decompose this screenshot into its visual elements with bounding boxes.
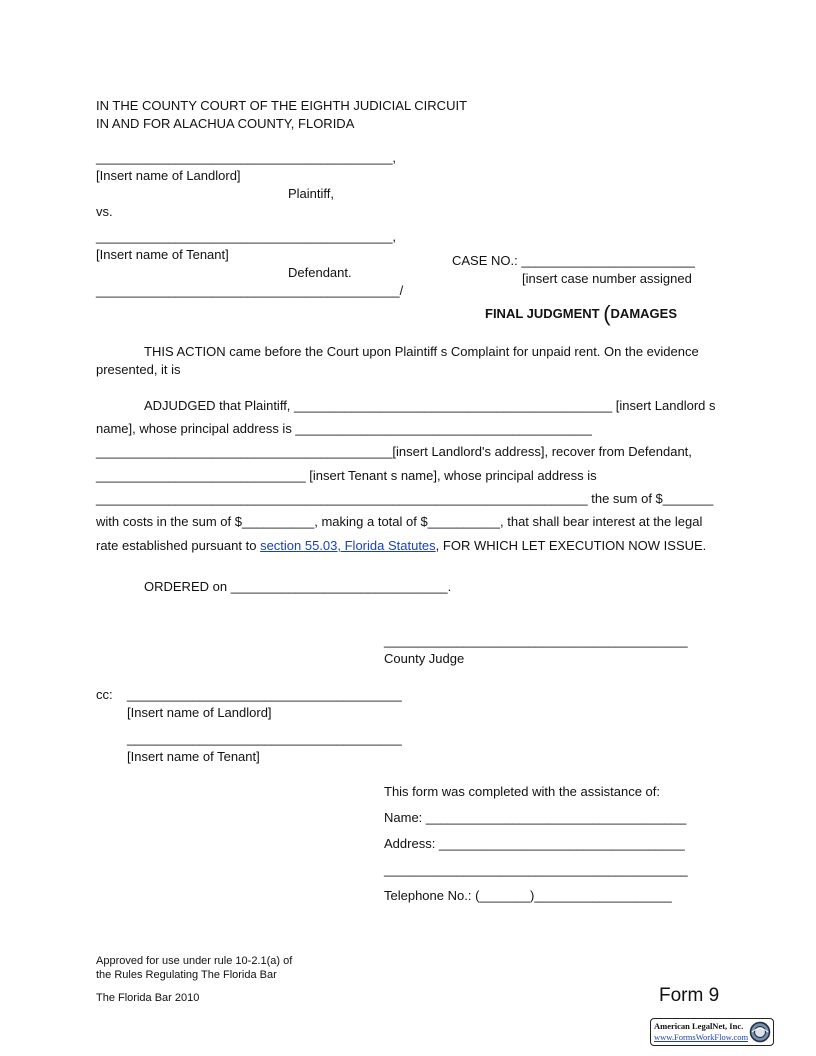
badge-url[interactable]: www.FormsWorkFlow.com — [654, 1032, 749, 1042]
judge-signature-line[interactable]: __________________________________________ — [384, 633, 688, 648]
assistance-telephone-field[interactable]: Telephone No.: (_______)___________________ — [384, 888, 672, 903]
title-left: FINAL JUDGMENT — [485, 306, 604, 321]
case-number-hint: [insert case number assigned — [522, 271, 692, 286]
judge-signature-label: County Judge — [384, 651, 465, 666]
approval-line-1: Approved for use under rule 10-2.1(a) of — [96, 955, 293, 967]
adjudged-line-3: _________________________________________[insert Landlord's address], recover from Defendant, — [96, 444, 692, 459]
adjudged-line-2: name], whose principal address is _________________________________________ — [96, 421, 592, 436]
american-legalnet-badge[interactable] — [650, 1018, 774, 1046]
cc-landlord-blank[interactable]: ______________________________________ — [127, 687, 402, 702]
plaintiff-role: Plaintiff, — [288, 186, 335, 201]
page-title — [485, 301, 677, 326]
adjudged-line-4: _____________________________ [insert Tenant s name], whose principal address is — [96, 468, 597, 483]
adjudged-line-7 — [96, 538, 706, 554]
copyright: The Florida Bar 2010 — [96, 992, 200, 1004]
court-line-2: IN AND FOR ALACHUA COUNTY, FLORIDA — [96, 116, 355, 131]
approval-line-2: the Rules Regulating The Florida Bar — [96, 969, 277, 981]
assistance-name-field[interactable]: Name: ____________________________________ — [384, 810, 687, 825]
form-number: Form 9 — [659, 985, 720, 1006]
badge-company: American LegalNet, Inc. — [654, 1021, 744, 1031]
cc-tenant-placeholder: [Insert name of Tenant] — [127, 749, 260, 764]
action-paragraph-line-1: THIS ACTION came before the Court upon Plaintiff s Complaint for unpaid rent. On the evidence — [144, 344, 699, 359]
adjudged-line-7-pre: rate established pursuant to — [96, 538, 261, 553]
title-paren: ( — [603, 301, 611, 326]
adjudged-line-6: with costs in the sum of $__________, making a total of $__________, that shall bear interest at the legal — [96, 514, 703, 529]
ordered-on-line: ORDERED on ______________________________. — [144, 579, 452, 594]
court-line-1: IN THE COUNTY COURT OF THE EIGHTH JUDICIAL CIRCUIT — [96, 98, 468, 113]
action-paragraph-line-2: presented, it is — [96, 362, 181, 377]
plaintiff-placeholder: [Insert name of Landlord] — [96, 168, 241, 183]
plaintiff-name-blank[interactable]: _________________________________________, — [96, 150, 397, 165]
cc-label: cc: — [96, 687, 113, 702]
cc-tenant-blank[interactable]: ______________________________________ — [127, 731, 402, 746]
versus: vs. — [96, 204, 113, 219]
statute-link[interactable]: section 55.03, Florida Statutes — [260, 538, 436, 553]
caption-closing-line: __________________________________________/ — [96, 283, 404, 298]
adjudged-line-5: ____________________________________________________________________ the sum of $_______ — [96, 491, 714, 506]
case-number-field[interactable]: CASE NO.: ________________________ — [452, 253, 695, 268]
cc-landlord-placeholder: [Insert name of Landlord] — [127, 705, 272, 720]
defendant-placeholder: [Insert name of Tenant] — [96, 247, 229, 262]
globe-logo-icon — [749, 1021, 771, 1046]
defendant-name-blank[interactable]: _________________________________________, — [96, 229, 397, 244]
assistance-heading: This form was completed with the assistance of: — [384, 784, 661, 799]
title-right: DAMAGES — [610, 306, 677, 321]
defendant-role: Defendant. — [288, 265, 352, 280]
assistance-address-line-2[interactable]: __________________________________________ — [384, 862, 688, 877]
adjudged-line-7-post: , FOR WHICH LET EXECUTION NOW ISSUE. — [435, 538, 707, 553]
adjudged-line-1: ADJUDGED that Plaintiff, ____________________________________________ [insert Landlord s — [144, 398, 716, 413]
assistance-address-field[interactable]: Address: __________________________________ — [384, 836, 685, 851]
